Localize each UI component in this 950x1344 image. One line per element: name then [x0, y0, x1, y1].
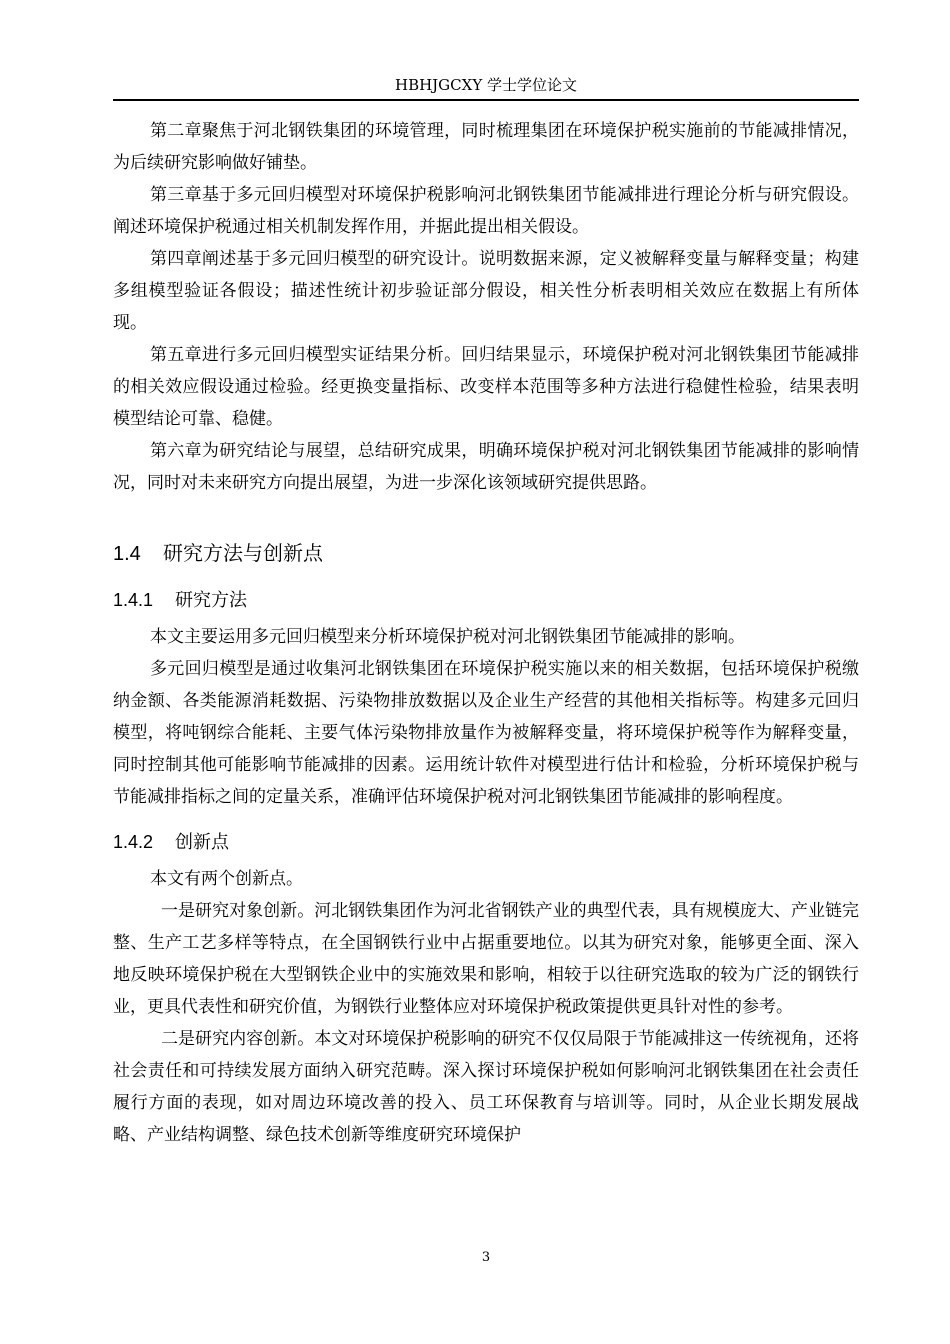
section-heading-1-4: [113, 536, 859, 571]
section-title: 研究方法与创新点: [163, 541, 323, 565]
paragraph-chapter-2: 第二章聚焦于河北钢铁集团的环境管理，同时梳理集团在环境保护税实施前的节能减排情况，为后续研究影响做好铺垫。: [113, 121, 859, 173]
subsection-number: 1.4.1: [113, 590, 154, 610]
paragraph-method-intro: 本文主要运用多元回归模型来分析环境保护税对河北钢铁集团节能减排的影响。: [150, 627, 745, 647]
paragraph-innovation-intro: 本文有两个创新点。: [150, 869, 303, 889]
paragraph-method-detail: 多元回归模型是通过收集河北钢铁集团在环境保护税实施以来的相关数据，包括环境保护税缴纳金额、各类能源消耗数据、污染物排放数据以及企业生产经营的其他相关指标等。构建多元回归模型，将吨钢综合能耗、主要气体污染物排放量作为被解释变量，将环境保护税等作为解释变量，同时控制其他可能影响节能减排的因素。运用统计软件对模型进行估计和检验，分析环境保护税与节能减排指标之间的定量关系，准确评估环境保护税对河北钢铁集团节能减排的影响程度。: [113, 659, 859, 807]
page-body: [113, 115, 859, 1151]
page-header: HBHJGCXY 学士学位论文: [394, 76, 577, 94]
subsection-number: 1.4.2: [113, 832, 154, 852]
subsection-title: 创新点: [175, 832, 229, 853]
subsection-title: 研究方法: [175, 590, 247, 611]
paragraph-chapter-3: 第三章基于多元回归模型对环境保护税影响河北钢铁集团节能减排进行理论分析与研究假设。阐述环境保护税通过相关机制发挥作用，并据此提出相关假设。: [113, 185, 859, 237]
paragraph-chapter-4: 第四章阐述基于多元回归模型的研究设计。说明数据来源，定义被解释变量与解释变量；构建多组模型验证各假设；描述性统计初步验证部分假设，相关性分析表明相关效应在数据上有所体现。: [113, 249, 859, 333]
paragraph-innovation-1: 一是研究对象创新。河北钢铁集团作为河北省钢铁产业的典型代表，具有规模庞大、产业链完整、生产工艺多样等特点，在全国钢铁行业中占据重要地位。以其为研究对象，能够更全面、深入地反映环境保护税在大型钢铁企业中的实施效果和影响，相较于以往研究选取的较为广泛的钢铁行业，更具代表性和研究价值，为钢铁行业整体应对环境保护税政策提供更具针对性的参考。: [113, 901, 859, 1017]
subsection-heading-1-4-2: [113, 827, 859, 858]
header-rule: [113, 99, 859, 101]
page-number: 3: [481, 1250, 491, 1265]
paragraph-chapter-5: 第五章进行多元回归模型实证结果分析。回归结果显示，环境保护税对河北钢铁集团节能减排的相关效应假设通过检验。经更换变量指标、改变样本范围等多种方法进行稳健性检验，结果表明模型结论可靠、稳健。: [113, 345, 859, 429]
paragraph-chapter-6: 第六章为研究结论与展望，总结研究成果，明确环境保护税对河北钢铁集团节能减排的影响情况，同时对未来研究方向提出展望，为进一步深化该领域研究提供思路。: [113, 441, 859, 493]
subsection-heading-1-4-1: [113, 585, 859, 616]
paragraph-innovation-2: 二是研究内容创新。本文对环境保护税影响的研究不仅仅局限于节能减排这一传统视角，还将社会责任和可持续发展方面纳入研究范畴。深入探讨环境保护税如何影响河北钢铁集团在社会责任履行方面的表现，如对周边环境改善的投入、员工环保教育与培训等。同时，从企业长期发展战略、产业结构调整、绿色技术创新等维度研究环境保护: [113, 1029, 859, 1145]
section-number: 1.4: [113, 543, 141, 565]
